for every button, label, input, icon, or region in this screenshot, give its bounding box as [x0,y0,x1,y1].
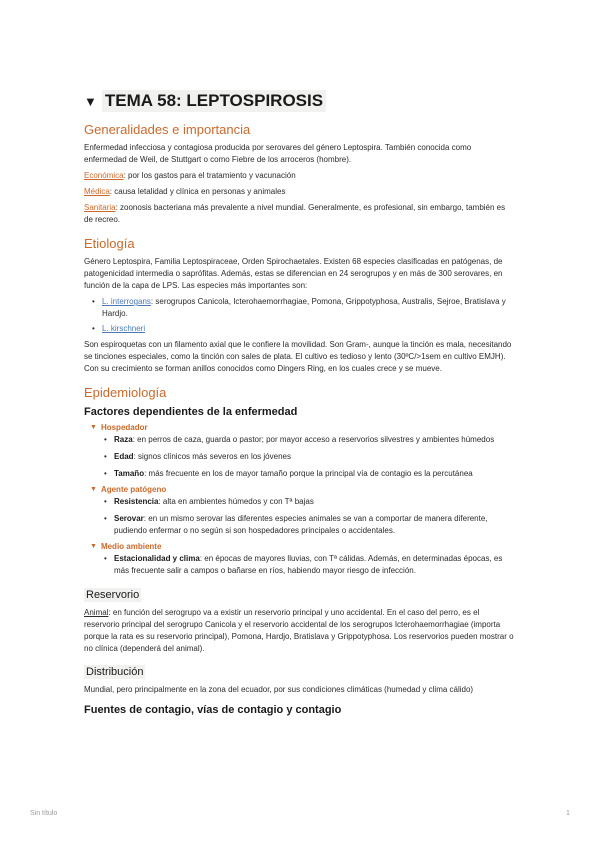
subheading-factores: Factores dependientes de la enfermedad [84,406,298,418]
raza-text: : en perros de caza, guarda o pastor; por mayor acceso a reservorios silvestres y ambientes húmedos [132,435,495,444]
medica-text: : causa letalidad y clínica en personas y animales [109,187,286,196]
toggle-triangle-icon[interactable]: ▼ [84,93,97,109]
footer-page-number: 1 [566,810,570,817]
toggle-triangle-icon[interactable]: ▼ [90,424,97,431]
paragraph-distribucion: Mundial, pero principalmente en la zona del ecuador, por sus condiciones climáticas (humedad y clima cálido) [84,685,474,694]
subheading-reservorio: Reservorio [86,589,140,601]
page-title-toggle[interactable] [84,88,516,114]
list-item [104,434,516,446]
serovar-text: : en un mismo serovar las diferentes especies animales se van a comportar de manera diferente, pudiendo enfermar o no según si son hospedadores principales o accidentales. [114,514,488,535]
paragraph-medica [84,186,516,198]
economica-text: : por los gastos para el tratamiento y vacunación [123,171,296,180]
list-item [104,451,516,463]
animal-text: : en función del serogrupo va a existir un reservorio principal y uno accidental. En el caso del perro, es el reservorio principal del serogrupo Canicola y el reservorio accidental de los serogrupos Icterohaemorrhagiae (importa porque la rata es su reservorio principal), Pomona, Hardjo, Bratislava y Grippotyphosa. Los reservorios pueden mostrar o no clínica (dependerá del animal). [84,608,514,653]
toggle-triangle-icon[interactable]: ▼ [90,486,97,493]
estacionalidad-label: Estacionalidad y clima [114,554,200,563]
tamano-text: : más frecuente en los de mayor tamaño porque la principal vía de contagio es la percutánea [144,469,473,478]
animal-label: Animal [84,608,109,617]
edad-label: Edad [114,452,134,461]
list-item [92,296,516,320]
footer-document-name: Sin título [30,810,58,817]
list-item [104,553,516,577]
resistencia-text: : alta en ambientes húmedos y con Tª bajas [158,497,314,506]
paragraph-economica [84,170,516,182]
species-link-kirschneri[interactable]: L. kirschneri [102,324,146,333]
paragraph-reservorio [84,607,516,655]
paragraph-intro: Enfermedad infecciosa y contagiosa producida por serovares del género Leptospira. También conocida como enfermedad de Weil, de Stuttgart o como Fiebre de los arroceros (hombre). [84,143,472,164]
edad-text: : signos clínicos más severos en los jóvenes [133,452,291,461]
resistencia-label: Resistencia [114,497,159,506]
document-content [84,88,516,721]
toggle-label-medio: Medio ambiente [100,542,162,551]
estacionalidad-text: : en épocas de mayores lluvias, con Tª cálidas. Además, en determinadas épocas, es más frecuente salir a campos o bañarse en ríos, habiendo mayor riesgo de infección. [114,554,503,575]
heading-etiologia: Etiología [84,236,135,251]
paragraph-etiologia-outro: Son espiroquetas con un filamento axial que le confiere la movilidad. Son Gram-, aunque la tinción es mala, necesitando se tinciones especiales, como la tinción con sales de plata. El cultivo es tedioso y lento (30ºC/>1sem en cultivo EMJH). Con su crecimiento se forman anillos conocidos como Dingers Ring, en los cuales crece y se mueve. [84,340,512,373]
medio-list [104,553,516,577]
paragraph-sanitaria [84,202,516,226]
toggle-hospedador[interactable] [90,423,516,432]
toggle-agente-patogeno[interactable] [90,485,516,494]
species-text-interrogans: : serogrupos Canicola, Icterohaemorrhagiae, Pomona, Grippotyphosa, Australis, Sejroe, Bratislava y Hardjo. [102,297,506,318]
agente-list [104,496,516,537]
list-item [104,468,516,480]
raza-label: Raza [114,435,133,444]
heading-epidemiologia: Epidemiología [84,385,167,400]
toggle-label-hospedador: Hospedador [100,423,148,432]
list-item [92,323,516,335]
species-link-interrogans[interactable]: L. interrogans [102,297,151,306]
serovar-label: Serovar [114,514,144,523]
sanitaria-text: : zoonosis bacteriana más prevalente a nivel mundial. Generalmente, es profesional, sin embargo, también es de recreo. [84,203,506,224]
toggle-triangle-icon[interactable]: ▼ [90,543,97,550]
tamano-label: Tamaño [114,469,145,478]
toggle-medio-ambiente[interactable] [90,542,516,551]
medica-label: Médica [84,187,110,196]
heading-generalidades: Generalidades e importancia [84,122,251,137]
toggle-label-agente: Agente patógeno [100,485,167,494]
subheading-fuentes-contagio: Fuentes de contagio, vías de contagio y contagio [84,704,342,716]
page-title: TEMA 58: LEPTOSPIROSIS [102,90,326,112]
hospedador-list [104,434,516,480]
economica-label: Económica [84,171,124,180]
sanitaria-label: Sanitaria [84,203,116,212]
paragraph-etiologia-intro: Género Leptospira, Familia Leptospiraceae, Orden Spirochaetales. Existen 68 especies clasificadas en patógenas, de patogenicidad intermedia o saprófitas. Además, estas se diferencian en 24 serogrupos y en más de 300 serovares, en función de la capa de LPS. Las especies más importantes son: [84,257,503,290]
list-item [104,513,516,537]
species-list [92,296,516,335]
list-item [104,496,516,508]
subheading-distribucion: Distribución [86,666,144,678]
